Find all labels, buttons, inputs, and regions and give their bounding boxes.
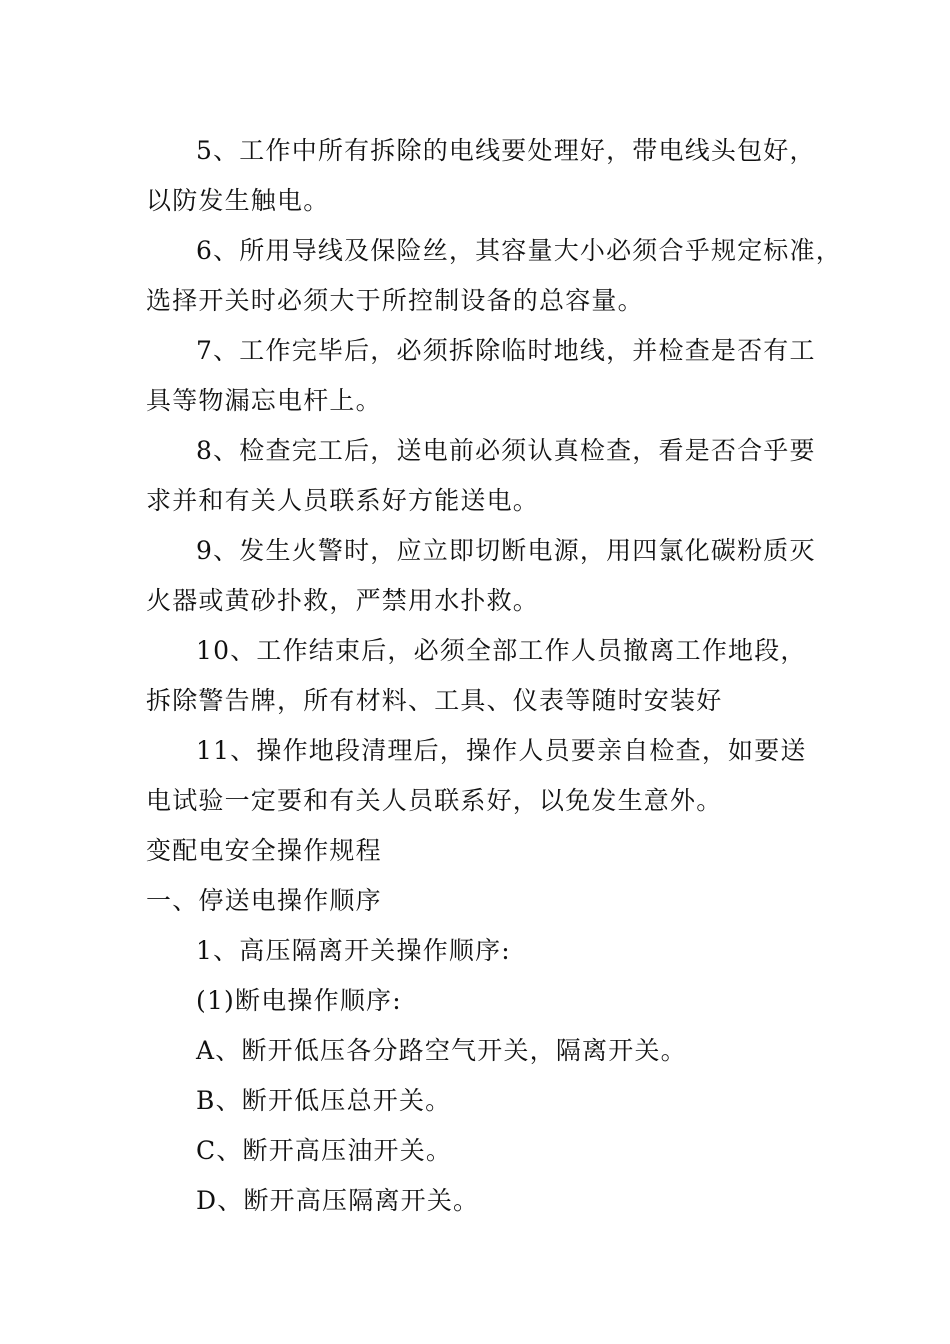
paragraph-line: 10、工作结束后，必须全部工作人员撤离工作地段， <box>196 636 807 665</box>
paragraph-line: 11、操作地段清理后，操作人员要亲自检查，如要送 <box>196 736 807 765</box>
list-item: B、断开低压总开关。 <box>196 1086 452 1115</box>
paragraph-line: 电试验一定要和有关人员联系好，以免发生意外。 <box>146 786 723 815</box>
paragraph-line: 5、工作中所有拆除的电线要处理好，带电线头包好， <box>196 136 816 165</box>
paragraph-line: 9、发生火警时，应立即切断电源，用四氯化碳粉质灭 <box>196 536 816 565</box>
sub-heading: (1)断电操作顺序: <box>196 986 402 1015</box>
paragraph-line: 8、检查完工后，送电前必须认真检查，看是否合乎要 <box>196 436 816 465</box>
list-item: C、断开高压油开关。 <box>196 1136 453 1165</box>
paragraph-line: 求并和有关人员联系好方能送电。 <box>146 486 540 515</box>
list-item: D、断开高压隔离开关。 <box>196 1186 480 1215</box>
paragraph-line: 6、所用导线及保险丝，其容量大小必须合乎规定标准， <box>196 236 842 265</box>
paragraph-line: 选择开关时必须大于所控制设备的总容量。 <box>146 286 644 315</box>
paragraph-line: 拆除警告牌，所有材料、工具、仪表等随时安装好 <box>146 686 723 715</box>
paragraph-line: 以防发生触电。 <box>146 186 330 215</box>
section-title: 变配电安全操作规程 <box>146 836 382 865</box>
list-item: A、断开低压各分路空气开关，隔离开关。 <box>196 1036 687 1065</box>
paragraph-line: 火器或黄砂扑救，严禁用水扑救。 <box>146 586 540 615</box>
paragraph-line: 7、工作完毕后，必须拆除临时地线，并检查是否有工 <box>196 336 816 365</box>
paragraph-line: 具等物漏忘电杆上。 <box>146 386 382 415</box>
section-heading: 一、停送电操作顺序 <box>146 886 382 915</box>
sub-heading: 1、高压隔离开关操作顺序: <box>196 936 511 965</box>
